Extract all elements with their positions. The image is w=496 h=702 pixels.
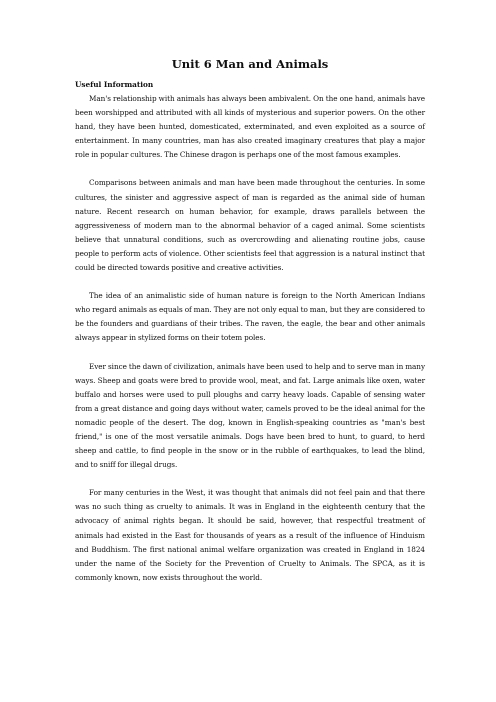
paragraph-2: Comparisons between animals and man have been made throughout the centuries. In some cultures, the sinister and aggressive aspect of man is regarded as the animal side of human nature. Recent research on human behavior, for example, draws parallels between the aggressiveness of modern man to the abnormal behavior of a caged animal. Some scientists believe that unnatural conditions, such as overcrowding and alienating routine jobs, cause people to perform acts of violence. Other scientists feel that aggression is a natural instinct that could be directed towards positive and creative activities. [75,178,425,273]
paragraph-4: Ever since the dawn of civilization, animals have been used to help and to serve man in many ways. Sheep and goats were bred to provide wool, meat, and fat. Large animals like oxen, water buffalo and horses were used to pull ploughs and carry heavy loads. Capable of sensing water from a great distance and going days without water, camels proved to be the ideal animal for the nomadic people of the desert. The dog, known in English-speaking countries as "man's best friend," is one of the most versatile animals. Dogs have been bred to hunt, to guard, to herd sheep and cattle, to find people in the snow or in the rubble of earthquakes, to lead the blind, and to sniff for illegal drugs. [75,361,425,470]
paragraph-3: The idea of an animalistic side of human nature is foreign to the North American Indians who regard animals as equals of man. They are not only equal to man, but they are considered to be the founders and guardians of their tribes. The raven, the eagle, the bear and other animals always appear in stylized forms on their totem poles. [75,291,425,343]
paragraph-1: Man's relationship with animals has always been ambivalent. On the one hand, animals have been worshipped and attributed with all kinds of mysterious and superior powers. On the other hand, they have been hunted, domesticated, exterminated, and even exploited as a source of entertainment. In many countries, man has also created imaginary creatures that play a major role in popular cultures. The Chinese dragon is perhaps one of the most famous examples. [75,94,425,160]
document-page [75,56,425,585]
page-title: Unit 6 Man and Animals [171,57,329,71]
section-heading: Useful Information [75,80,154,89]
paragraph-5: For many centuries in the West, it was thought that animals did not feel pain and that there was no such thing as cruelty to animals. It was in England in the eighteenth century that the advocacy of animal rights began. It should be said, however, that respectful treatment of animals had existed in the East for thousands of years as a result of the influence of Hinduism and Buddhism. The first national animal welfare organization was created in England in 1824 under the name of the Society for the Prevention of Cruelty to Animals. The SPCA, as it is commonly known, now exists throughout the world. [75,488,425,582]
